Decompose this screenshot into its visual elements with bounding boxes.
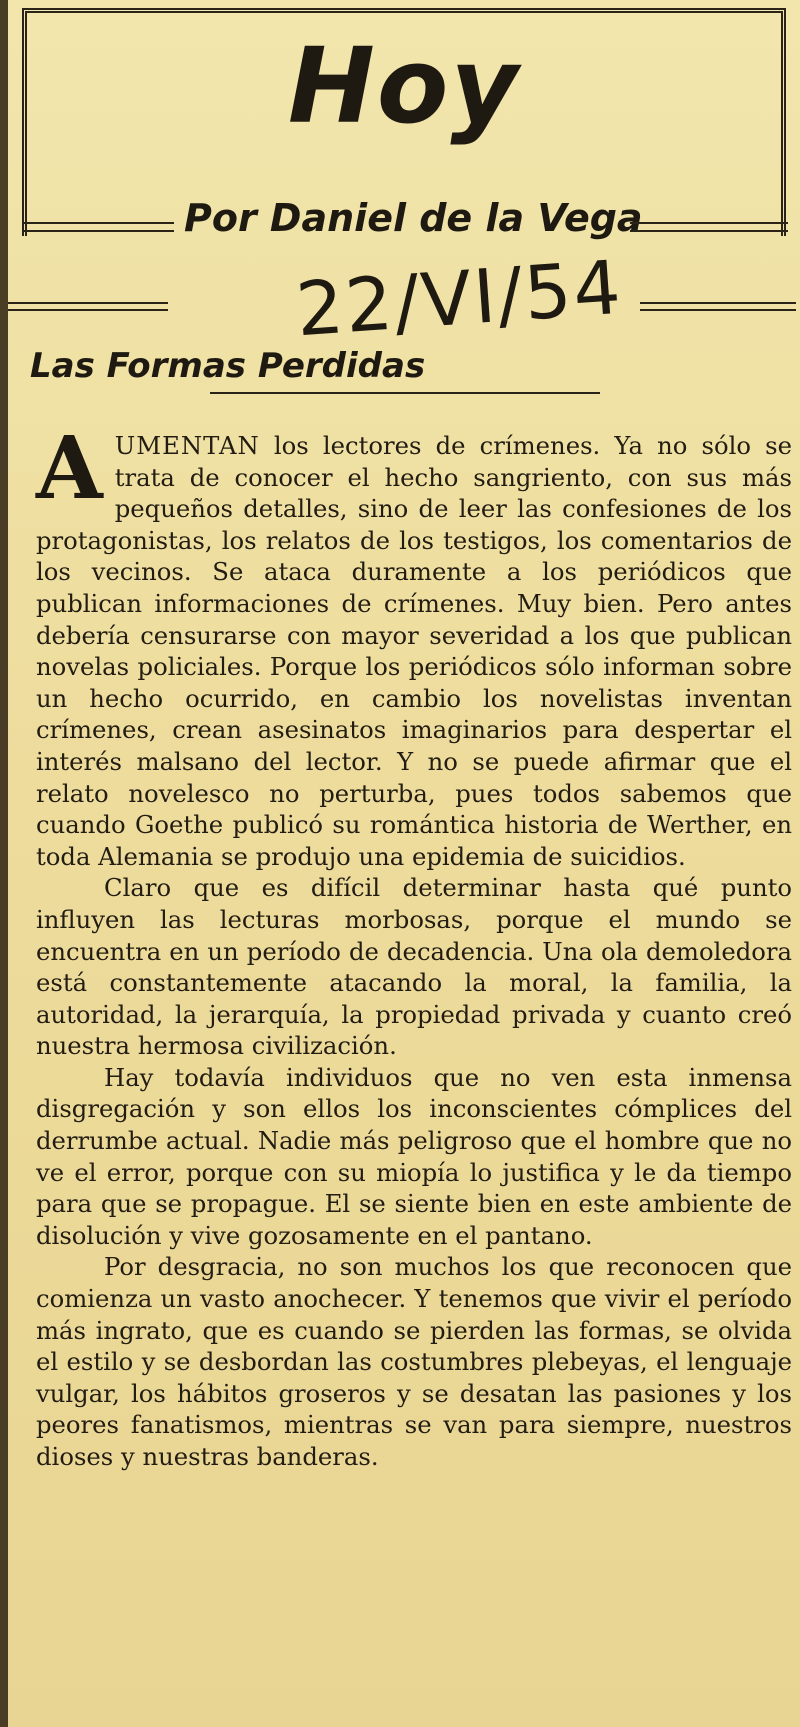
paragraph-1: [36, 418, 792, 872]
handwritten-date: 22/VI/54: [293, 244, 626, 354]
byline-rule-left: [22, 222, 174, 232]
title-underline: [210, 392, 600, 394]
article-body: [36, 418, 792, 1473]
column-title: Hoy: [287, 25, 521, 147]
paragraph-1-text: los lectores de crímenes. Ya no sólo se trata de conocer el hecho sangriento, con sus más pequeños detalles, sino de leer las confesiones de los protagonistas, los relatos de los testigos, los comentarios de los vecinos. Se ataca duramente a los periódicos que publican informaciones de crímenes. Muy bien. Pero antes debería censurarse con mayor severidad a los que publican novelas policiales. Porque los periódicos sólo informan sobre un hecho ocurrido, en cambio los novelistas inventan crímenes, crean asesinatos imaginarios para despertar el interés malsano del lector. Y no se puede afirmar que el relato novelesco no perturba, pues todos sabemos que cuando Goethe publicó su romántica historia de Werther, en toda Alemania se produjo una epidemia de suicidios.: [36, 431, 792, 871]
date-rule-left: [8, 302, 168, 311]
page-edge: [0, 0, 8, 1727]
article-title: Las Formas Perdidas: [30, 346, 426, 386]
paragraph-3: Hay todavía individuos que no ven esta inmensa disgregación y son ellos los inconscientes cómplices del derrumbe actual. Nadie más peligroso que el hombre que no ve el error, porque con su miopía lo justifica y le da tiempo para que se propague. El se siente bien en este ambiente de disolución y vive gozosamente en el pantano.: [36, 1062, 792, 1250]
byline: Por Daniel de la Vega: [184, 196, 643, 240]
drop-cap: A: [36, 418, 103, 519]
lead-in: UMENTAN: [114, 431, 260, 460]
date-rule-right: [640, 302, 796, 311]
paragraph-2: Claro que es difícil determinar hasta qué punto influyen las lecturas morbosas, porque el mundo se encuentra en un período de decadencia. Una ola demoledora está constantemente atacando la moral, la familia, la autoridad, la jerarquía, la propiedad privada y cuanto creó nuestra hermosa civilización.: [36, 873, 792, 1061]
byline-rule-right: [630, 222, 788, 232]
paragraph-4: Por desgracia, no son muchos los que reconocen que comienza un vasto anochecer. Y tenemos que vivir el período más ingrato, que es cuando se pierden las formas, se olvida el estilo y se desbordan las costumbres plebeyas, el lenguaje vulgar, los hábitos groseros y se desatan las pasiones y los peores fanatismos, mientras se van para siempre, nuestros dioses y nuestras banderas.: [36, 1252, 792, 1471]
